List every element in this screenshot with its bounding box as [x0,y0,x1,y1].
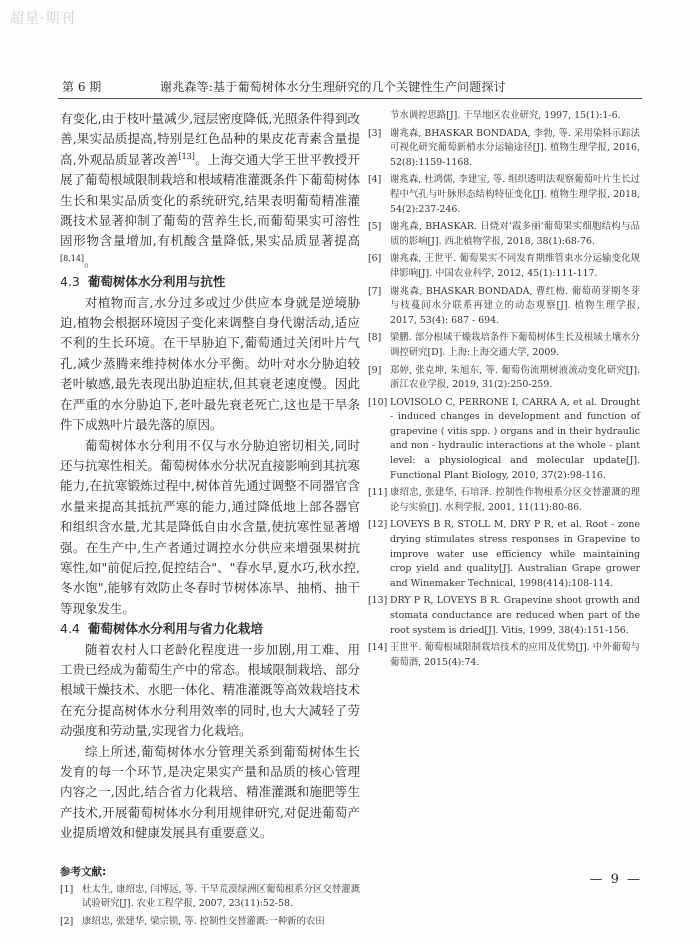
reference-item [368,396,640,484]
reference-item [368,220,640,249]
running-header [58,78,642,99]
reference-item [368,364,640,393]
reference-text: 康绍忠, 张建华, 石培泽. 控制性作物根系分区交替灌溉的理论与实验[J]. 水利学报, 2001, 11(11):80-86. [390,487,640,513]
reference-number: [1] [60,883,74,895]
reference-item [368,594,640,638]
reference-text: 谢兆森, BHASKAR. 日烧对'霞多丽'葡萄果实细胞结构与品质的影响[J]. 西北植物学报, 2018, 38(1):68-76. [390,221,640,247]
paragraph-conclusion: 综上所述,葡萄树体水分管理关系到葡萄树体生长发育的每一个环节,是决定果实产量和品质的核心管理内容之一,因此,结合省力化栽培、精准灌溉和施肥等生产技术,开展葡萄树体水分利用规律研究,对促进葡萄产业提质增效和健康发展具有重要意义。 [60,743,360,841]
watermark-logo: 超星·期刊 [10,11,76,27]
reference-text: DRY P R, LOVEYS B R. Grapevine shoot growth and stomata conductance are reduced when part of the root system is dried[J]. Vitis, 1999, 38(4):151-156. [390,595,640,636]
reference-item [368,252,640,281]
reference-number: [5] [368,221,382,233]
reference-number: [11] [368,487,388,499]
reference-number: [14] [368,642,388,654]
references-left [60,883,360,930]
reference-number: [3] [368,127,382,139]
paragraph-continuation: 有变化,由于枝叶量减少,冠层密度降低,光照条件得到改善,果实品质提高,特别是红色品种的果皮花青素含量提高,外观品质显著改善[13]。上海交通大学王世平教授开展了葡萄根域限制栽培和根域精准灌溉条件下葡萄树体生长和果实品质变化的系统研究,结果表明葡萄精准灌溉技术显著抑制了葡萄的营养生长,而葡萄果实可溶性固形物含量增加,有机酸含量降低,果实品质显著提高[8,14]。 [60,111,361,269]
reference-text: 谢兆森, BHASKAR BONDADA, 李勃, 等. 采用染料示踪法可视化研究葡萄新梢水分运输途径[J]. 植物生理学报, 2016, 52(8):1159-1168. [390,127,640,168]
reference-number: [6] [368,253,382,265]
reference-item [368,486,640,515]
reference-text: 郑婷, 张克坤, 朱旭东, 等. 葡萄伤流期树液流动变化研究[J]. 浙江农业学报, 2019, 31(2):250-259. [390,364,640,391]
reference-item [368,285,640,329]
citation: [13] [178,151,195,161]
reference-item [368,518,640,591]
reference-text: 杜太生, 康绍忠, 闫博远, 等. 干旱荒漠绿洲区葡萄根系分区交替灌溉试验研究[J]. 农业工程学报, 2007, 23(11):52-58. [82,883,360,910]
reference-item [368,173,640,217]
left-column [60,109,360,932]
reference-text: 谢兆森, 王世平. 葡萄果实不同发育期维管束水分运输变化规律影响[J]. 中国农业科学, 2012, 45(1):111-117. [390,253,640,279]
page-number: — 9 — [589,872,642,887]
reference-text: 谢兆森, 杜鸿儒, 李建宝, 等. 组织透明法观察葡萄叶片生长过程中气孔与叶脉形态结构特征变化[J]. 植物生理学报, 2018, 54(2):237-246. [390,174,640,215]
section-heading-4-4: 4.4 葡萄树体水分利用与省力化栽培 [60,621,263,637]
reference-item [60,883,360,912]
citation: [8,14] [60,253,85,263]
reference-text: 梁鹏. 部分根域干燥栽培条件下葡萄树体生长及根域土壤水分调控研究[D]. 上海:上海交通大学, 2009. [390,332,640,358]
reference-number [368,109,390,124]
paragraph-stress: 对植物而言,水分过多或过少供应本身就是逆境胁迫,植物会根据环境因子变化来调整自身代谢活动,适应不利的生长环境。在干旱胁迫下,葡萄通过关闭叶片气孔,减少蒸腾来维持树体水分平衡。幼叶对水分胁迫较老叶敏感,最先表现出胁迫症状,但其衰老速度慢。因此在严重的水分胁迫下,老叶最先衰老死亡,这也是干旱条件下成熟叶片最先落的原因。 [60,294,360,433]
reference-number: [13] [368,595,388,607]
reference-item [368,127,640,171]
reference-text: 王世平. 葡萄根域限制栽培技术的应用及优势[J]. 中外葡萄与葡萄酒, 2015(4):74. [390,642,640,668]
reference-number: [2] [60,915,74,927]
reference-text: LOVEYS B R, STOLL M, DRY P R, et al. Root - zone drying stimulates stress responses in Grapevine to improve water use efficiency while maintaining crop yield and quality[J]. Australian Grape grower and Winemaker Technical, 1998(414):108-114. [390,519,640,589]
references-heading: 参考文献: [60,865,107,878]
reference-text: 节水调控思路[J]. 干旱地区农业研究, 1997, 15(1):1-6. [390,110,621,121]
reference-number: [7] [368,285,382,297]
reference-item [368,109,640,124]
section-heading-4-3: 4.3 葡萄树体水分利用与抗性 [60,274,226,290]
reference-text: LOVISOLO C, PERRONE I, CARRA A, et al. Drought - induced changes in development and function of grapevine ( vitis spp. ) organs and in their hydraulic and non - hydraulic interactions at the whole - plant level: a physiological and molecular update[J]. Functional Plant Biology, 2010, 37(2):98-116. [390,396,640,481]
reference-number: [10] [368,396,388,408]
reference-number: [12] [368,519,388,531]
references-right [368,109,640,670]
reference-item [60,915,360,930]
right-column [368,109,640,673]
reference-item [368,331,640,360]
reference-number: [8] [368,332,382,344]
header-title: 谢兆森等:基于葡萄树体水分生理研究的几个关键性生产问题探讨 [160,80,506,94]
paragraph-cold-resistance: 葡萄树体水分利用不仅与水分胁迫密切相关,同时还与抗寒性相关。葡萄树体水分状况直接影响到其抗寒能力,在抗寒锻炼过程中,树体首先通过调整不同器官含水量来提高其抵抗严寒的能力,通过降低地上部各器官和组织含水量,尤其是降低自由水含量,使抗寒性显著增强。在生产中,生产者通过调控水分供应来增强果树抗寒性,如"前促后控,促控结合"、"春水早,夏水巧,秋水控,冬水饱",能够有效防止冬春时节树体冻旱、抽梢、抽干等现象发生。 [60,437,361,616]
reference-number: [4] [368,174,382,186]
reference-item [368,641,640,670]
reference-text: 谢兆森, BHASKAR BONDADA, 曹红梅. 葡萄萌芽期冬芽与枝蔓间水分联系再建立的动态观察[J]. 植物生理学报, 2017, 53(4): 687 - 694. [390,285,640,326]
issue-number: 第 6 期 [62,80,102,94]
paragraph-labor-saving: 随着农村人口老龄化程度进一步加剧,用工难、用工贵已经成为葡萄生产中的常态。根域限制栽培、部分根域干燥技术、水肥一体化、精准灌溉等高效栽培技术在充分提高树体水分利用效率的同时,也大大减轻了劳动强度和劳动量,实现省力化栽培。 [60,641,361,739]
reference-text: 康绍忠, 张建华, 梁宗锁, 等. 控制性交替灌溉:一种新的农田 [82,915,325,927]
reference-number: [9] [368,364,382,376]
